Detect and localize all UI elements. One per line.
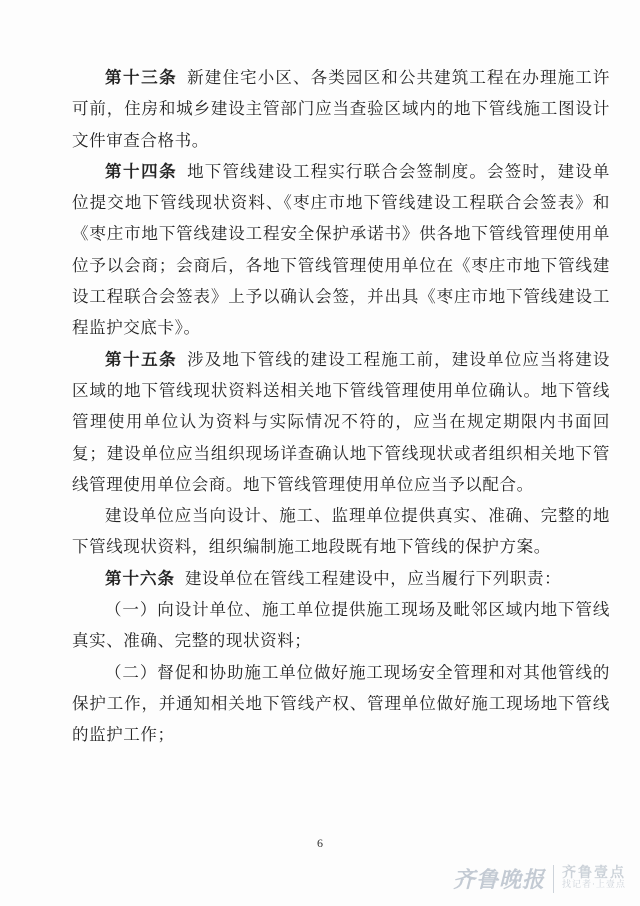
paragraph-article-16 [72, 563, 610, 594]
watermark-slogan: 找记者·上壹点 [562, 880, 626, 891]
watermark-logo-block [562, 866, 626, 891]
paragraph-article-15-continued [72, 500, 610, 563]
list-item-1 [72, 594, 610, 657]
article-heading: 第十四条 [105, 161, 178, 181]
paragraph-text: 涉及地下管线的建设工程施工前，建设单位应当将建设区域的地下管线现状资料送相关地下管线管理使用单位确认。地下管线管理使用单位认为资料与实际情况不符的，应当在规定期限内书面回复；建设单位应当组织现场详查确认地下管线现状或者组织相关地下管线管理使用单位会商。地下管线管理使用单位应当予以配合。 [72, 349, 611, 494]
list-item-2 [72, 657, 610, 751]
paragraph-text: （二）督促和协助施工单位做好施工现场安全管理和对其他管线的保护工作，并通知相关地下管线产权、管理单位做好施工现场地下管线的监护工作； [72, 662, 610, 745]
paragraph-text: 建设单位在管线工程建设中，应当履行下列职责： [185, 568, 562, 588]
paragraph-text: 地下管线建设工程实行联合会签制度。会签时，建设单位提交地下管线现状资料、《枣庄市地下管线建设工程联合会签表》和《枣庄市地下管线建设工程安全保护承诺书》供各地下管线管理使用单位予以会商；会商后，各地下管线管理使用单位在《枣庄市地下管线建设工程联合会签表》上予以确认会签，并出具《枣庄市地下管线建设工程监护交底卡》。 [72, 161, 611, 338]
document-body [72, 62, 610, 751]
paragraph-text: 建设单位应当向设计、施工、监理单位提供真实、准确、完整的地下管线现状资料，组织编制施工地段既有地下管线的保护方案。 [72, 506, 610, 557]
paragraph-text: （一）向设计单位、施工单位提供施工现场及毗邻区域内地下管线真实、准确、完整的现状资料； [72, 600, 610, 651]
paragraph-text: 新建住宅小区、各类园区和公共建筑工程在办理施工许可前，住房和城乡建设主管部门应当查验区域内的地下管线施工图设计文件审查合格书。 [72, 68, 611, 150]
paragraph-article-14 [72, 156, 610, 344]
page-number: 6 [317, 836, 323, 850]
watermark-brand: 齐鲁晚报 [452, 867, 545, 893]
watermark-logo: 齐鲁壹点 [562, 864, 626, 881]
article-heading: 第十五条 [105, 349, 178, 369]
paragraph-article-15 [72, 344, 610, 500]
paragraph-article-13 [72, 62, 610, 156]
newspaper-watermark [453, 863, 626, 894]
article-heading: 第十三条 [105, 68, 178, 87]
watermark-divider [553, 865, 554, 893]
article-heading: 第十六条 [105, 568, 175, 588]
